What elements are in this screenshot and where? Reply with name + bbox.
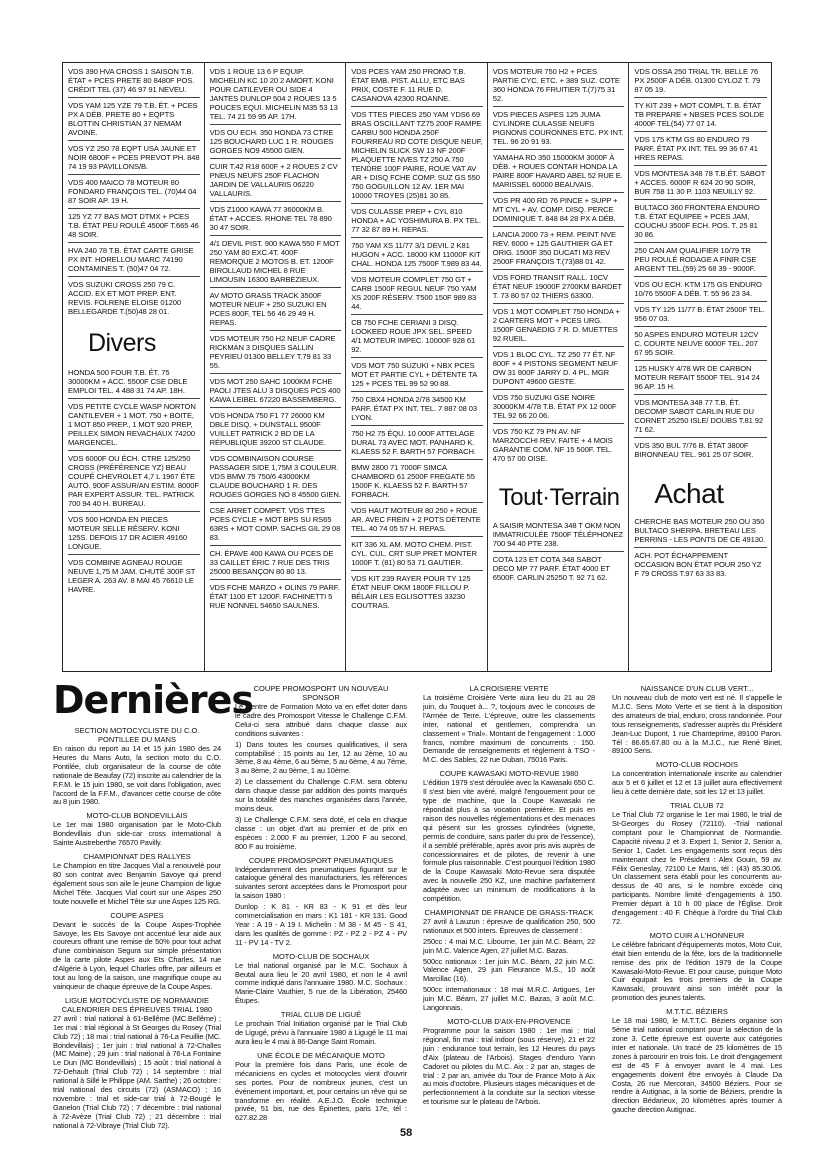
news-paragraph: 3) Le Challenge C.F.M. sera doté, et cela en chaque classe : un objet d'art au premier et de prix en espèces : 2.000 F au premier, 1.200 F au second, 800 F au troisième. <box>235 814 407 851</box>
news-headline: MOTO CUIR A L'HONNEUR <box>649 930 745 940</box>
news-headline: MOTO-CLUB DE SOCHAUX <box>272 951 370 961</box>
classified-column <box>488 63 630 671</box>
classified-ad: VDS MONTESA 348 78 T.B.ÉT. SABOT + ACCES. 6000F R 624 20 90 SOIR, BUR 758 11 30 P. 1103 NEUILLY 92. <box>634 165 767 196</box>
classified-ad: VDS MONTESA 348 77 T.B. ÉT. DECOMP SABOT CARLIN RUE DU CORNET 25250 ISLE/ DOUBS T.81 92 71 62. <box>634 394 767 434</box>
classified-ad: VDS CULASSE PREP + CYL 810 HONDA + AC YOSHIMURA B. PX TEL. 77 32 87 89 H. REPAS. <box>351 203 483 234</box>
news-column <box>612 680 782 1120</box>
classified-ad: 125 YZ 77 BAS MOT DTMX + PCES T.B. ÉTAT PEU ROULÉ 4500F T.665 46 48 SOIR. <box>68 208 200 239</box>
classified-column <box>629 63 771 671</box>
classified-ad: VDS 1 BLOC CYL. TZ 250 77 ÉT. NF 800F + 4 PISTONS SEGMENT NEUF OW 31 800F JARRY D. 4 PL. MGR DUPONT 49600 GESTE. <box>493 346 625 386</box>
news-headline: NAISSANCE D'UN CLUB VERT... <box>640 684 754 693</box>
news-headline: MOTO-CLUB BONDEVILLAIS <box>86 811 188 821</box>
classified-column <box>205 63 347 671</box>
news-paragraph: 27 avril : trial national à 61-Bellême (MC.Bellême) ; 1er mai : trial régional à St Georges du Rosey (Trial Club 72) ; 18 mai : trial national à 76-La Feuillie (MC. Bondevillais) ; 1er juin : trial national à 72-Challes (MC Maine) ; 29 juin : trial national à 76-La Fontaine Le Dun (MC Bondevillais) ; 15 août : trial national à 72-Dehault (Trial Club 72) ; 14 septembre : trial national à Sillé le Philippe (AM. Sarthe) ; 26 octobre : trial national des circuits (72) (ASMACO) ; 16 novembre : trial et side-car trial à 72-Bougé le Ganelon (Trial Club 72) ; 7 décembre : trial national à 72-Avèze (Trial Club 72) ; 21 décembre : trial national à 72-Vibraye (Trial Club 72). <box>53 1013 221 1130</box>
classified-ad: VDS 400 MAICO 78 MOTEUR 80 FONDARD FRANÇOIS TEL. (70)44 04 87 SOIR AP. 19 H. <box>68 174 200 205</box>
news-paragraph: Devant le succès de la Coupe Aspes-Trophée Savoye, les Ets Savoye ont accentué leur aide aux coureurs offrant une remise de 50% pour tout achat d'une combinaison Segura sur simple présentation de la carte pilote Aspes aux Ets Charles, 14 rue d'Algérie à Lyon, lequel Charles offre, par ailleurs et tout au long de la saison, une magnifique coupe au vainqueur de chaque épreuve de la Coupe Aspes. <box>53 919 221 991</box>
news-paragraph: Le Trial Club 72 organise le 1er mai 1980, le trial de St-Georges du Rosey (72110). -Trial national comptant pour le Championnat de Normandie. Capacité niveau 2 et 3. Expert 1, Senior 2, Senior a, Senior 1, Cadet. Les engagements sont reçus dès maintenant chez le Président : Alex Gouin, 59 av. Félix Geneslay, 72100 Le Mans, tél : (43) 85.30.06. Un classement sera établi pour les concurrents au-dessus de 40 ans, si le nombre excède cinq participants. Nombre limité d'engagements à 150. Premier départ à 10 h 00 place de l'Église. Droit d'engagement : 40 F. Chèque à l'ordre du Trial Club 72. <box>612 810 782 926</box>
classified-ad: LANCIA 2000 73 + REM. PEINT NVE REV. 6000 + 125 GAUTHIER GA ET ORIG. 1500F 350 DUCATI M3 REV 2500F FRANÇOIS T.(73)88 01 42. <box>493 226 625 266</box>
news-headline: M.T.T.C. BÉZIERS <box>666 1007 728 1017</box>
classified-ad: CH. ÉPAVE 400 KAWA OU PCES DE 33 CAILLET ÉRIC 7 RUE DES TRIS 25000 BESANÇON 80 80 13. <box>210 545 342 576</box>
classified-ad: VDS 350 BUL 7/76 B. ÉTAT 3800F BIRONNEAU TEL. 961 25 07 SOIR. <box>634 437 767 459</box>
classified-ad: VDS OU ECH. KTM 175 GS ENDURO 10/76 5500F A DÉB. T. 55 96 23 34. <box>634 276 767 298</box>
classified-ad: VDS PR 400 RD 76 PINCE + SUPP + MT CYL + AV. COMP. DISQ. PERCE DOMINIQUE T. 848 84 28 PX A DÉB. <box>493 192 625 223</box>
news-headline: COUPE ASPES <box>110 910 164 920</box>
classified-ad: VDS PIECES ASPES 125 JUMA CYLINDRE CULASSE NEUFS PIGNONS COURONNES ETC. PX INT. TEL. 96 20 91 93. <box>493 106 625 146</box>
classified-ad: VDS TY 125 11/77 B. ÉTAT 2500F TEL. 956 07 03. <box>634 301 767 323</box>
classified-ad: VDS TTES PIECES 250 YAM YDS6 69 BRAS OSCILLANT TZ75 200F RAMPE CARBU 500 HONDA 250F FOURREAU RD COTE DISQUE NEUF, MICHELIN SLICK SW 13 NF 200F PLAQUETTE NVES TZ 250 A 750 TENDRE 100F PAIRE, ROUE VAT AV AR + DISQ FCHE COMP. SUZ GS 550 750 GOGUILLON 12 AV. 1ER MAI 10000 TROYES (25)81 30 85. <box>351 106 483 200</box>
news-paragraph: Indépendamment des pneumatiques figurant sur le catalogue général des manufacturiers, les références suivantes seront acceptées dans le Promosport pour la saison 1980 : <box>235 864 407 901</box>
classified-ad: 250 CAN AM QUALIFIER 10/79 TR PEU ROULÉ RODAGE A FINIR CSE ARGENT TEL.(59) 25 68 39 - 9000F. <box>634 242 767 273</box>
classified-ad: TY KIT 239 + MOT COMPL T. B. ÉTAT TB PREPARE + NBSES PCES SOLDE 4000F TEL(54) 77 07 14. <box>634 97 767 128</box>
classified-ad: VDS PCES YAM 250 PROMO T.B. ÉTAT EMB. PIST. ALLU, ETC BAS PRIX, COSTE F. 11 RUE D. CASANOVA 42300 ROANNE. <box>351 67 466 103</box>
classified-ad: VDS HAUT MOTEUR 80 250 + ROUE AR. AVEC FREIN + 2 POTS DÉTENTE TEL. 40 74 05 57 H. REPAS. <box>351 502 483 533</box>
news-paragraph: Le Centre de Formation Moto va en effet doter dans le cadre des Promosport Vitesse le Challenge C.F.M. Celui-ci sera attribué dans chaque classe aux conditions suivantes : <box>235 702 407 738</box>
classified-ad: VDS 390 HVA CROSS 1 SAISON T.B. ÉTAT + PCES PRETE 80 8480F POS. CRÉDIT TEL (37) 46 97 91 NEVEU. <box>68 67 195 94</box>
classified-ad: VDS 500 HONDA EN PIECES MOTEUR SELLE RÉSERV. KONI 125S. DEFOIS 17 DR ACIER 49160 LONGUE. <box>68 511 200 551</box>
classified-ad: VDS 1 ROUE 13 6 P EQUIP. MICHELIN KC 10 20 2 AMORT. KONI POUR CATILEVER OU SIDE 4 JANTES DUNLOP 504 2 ROUES 13 5 POUCES EQUI. MICHELIN M35 53 13 TEL. 74 21 59 95 AP. 17H. <box>209 67 338 121</box>
classified-ad: COTA 123 ET COTA 348 SABOT DECO MP 77 PARF. ÉTAT 4000 ET 6500F. CARLIN 25250 T. 92 71 62. <box>493 551 625 582</box>
classified-ad: ACH. POT ÉCHAPPEMENT OCCASION BON ÉTAT POUR 250 YZ F 79 CROSS T.97 63 33 83. <box>634 547 767 578</box>
classified-ad: VDS OU ECH. 350 HONDA 73 CTRE 125 BOUCHARD LUC 1 R. ROUGES GORGES NO9 45500 GIEN. <box>210 124 342 155</box>
news-paragraph: 2) Le classement du Challenge C.F.M. sera obtenu dans chaque classe par addition des points marqués sur la totalité des manches organisées dans l'année, moins deux. <box>235 777 407 813</box>
classified-ad: CSE ARRET COMPET. VDS TTES PCES CYCLE + MOT BPS SU RS65 63RS + MOT COMP. SACHS GIL 29 08 83. <box>210 502 342 542</box>
classified-ad: HVA 240 78 T.B. ÉTAT CARTE GRISE PX INT. HORELLOU MARC 74190 CONTAMINES T. (50)47 04 72. <box>68 242 200 273</box>
classified-ad: AV MOTO GRASS TRACK 3500F MOTEUR NEUF + 250 SUZUKI EN PCES 800F, TEL 56 46 29 49 H. REPAS. <box>210 287 342 327</box>
classified-ad: VDS KIT 239 RAYER POUR TY 125 ÉTAT NEUF OKM 1800F FILLOU P. BÉLAIR LES EGLISOTTES 33230 COUTRAS. <box>351 570 483 610</box>
news-paragraph: Le prochain Trial Initiation organisé par le Trial Club de Ligugé, prévu à l'annuaire 1980 à Ligugé le 11 mai aura lieu le 4 mai à 86-Dange Saint Romain. <box>235 1019 407 1046</box>
classified-ad: A SAISIR MONTESA 348 T OKM NON IMMATRICULÉE 7500F TÉLÉPHONEZ 700 94 40 PTE 238. <box>492 521 623 548</box>
classified-ad: VDS MOT 750 SUZUKI + NBX PCES MOT ET PARTIE CYL + DÉTENTE TA 125 + PCES TEL 99 52 90 88. <box>351 357 483 388</box>
classified-ad: VDS 750 KZ 79 PN AV. NF MARZOCCHI REV. FAITE + 4 MOIS GARANTIE COM. NF 15 500F. TEL. 470 57 00 OISE. <box>493 423 625 463</box>
news-paragraph: Pour la première fois dans Paris, une école de mécaniciens en cycles et motocycles vient d'ouvrir ses portes. Pour de nombreux jeunes, c'est un événement important, et, pour certains un rêve qui se transforme en réalité. A.E.J.O. École technique privée, 51 bis, rue des Épinettes, paris 17e, tél : 627.82.28 <box>235 1059 407 1123</box>
news-paragraph: Dunlop : K 81 - KR 83 - K 91 et dès leur commercialisation en mars : K1 181 - KR 131. Good Year : A 19 - A 19 I. Michelin : M 38 - M 45 - S 41, dans les qualités de gomme : PZ - PZ 2 - PZ 4 - PV 11 - PV 14 - TV 2. <box>235 902 407 947</box>
news-paragraph: Le 18 mai 1980, le M.T.T.C. Béziers organise son 5ème trial national comptant pour la sélection de la zone 3. Cette épreuve est ouverte aux catégories inter et nationale. Un tracé de 25 kilomètres de 15 zones à parcourir en trois fois. Le droit d'engagement est de 45 F à envoyer avant le 4 mai. Les engagements doivent être envoyés à Claude Da Costa, 26 rue Mercoran, 34500 Béziers. Pour se rendre à Autignac, à la sortie de Béziers, prendre la direction Bédarieux, 20 kilomètres après tourner à gauche direction Autignac. <box>612 1016 782 1115</box>
classified-ad: VDS MOTEUR COMPLET 750 GT + CARB 1500F REGUL NEUF 750 YAM XS 200F RÉSERV. T500 150F 989 83 44. <box>351 271 483 311</box>
classified-ad: 125 HUSKY 4/78 WR DE CARBON MOTEUR REFAIT 5500F TEL. 914 24 96 AP. 15 H. <box>634 360 767 391</box>
news-paragraph: 1) Dans toutes les courses qualificatives, il sera comptabilisé : 15 points au 1er, 12 au 2ème, 10 au 3ème, 8 au 4ème, 6 au 5ème, 5 au 6ème, 4 au 7ème, 3 au 8ème, 2 au 9ème, 1 au 10ème. <box>235 739 407 776</box>
news-paragraph: Le trial national organisé par le M.C. Sochaux à Beutal aura lieu le 20 avril 1980, et non le 4 avril comme indiqué dans l'annuaire 1980. M.C. Sochaux : Marie-Claire Vauthier, 5 rue de la Libération, 25460 Étupes. <box>235 960 407 1006</box>
news-headline: MOTO-CLUB D'AIX-EN-PROVENCE <box>447 1017 571 1026</box>
news-paragraph: 500cc internationaux : 18 mai M.R.C. Artigues, 1er juin M.C. Béarn, 27 juillet M.C. Bazas, 3 août M.C. Langonnais. <box>423 985 595 1013</box>
news-column <box>235 680 407 1123</box>
classified-ad: BULTACO 360 FRONTERA ENDURO T.B. ÉTAT EQUIPEE + PCES JAM, COUCHU 3500F ECH. POS. T. 25 81 30 86. <box>634 199 767 239</box>
news-headline: LIGUE MOTOCYCLISTE DE NORMANDIE CALENDRIER DES ÉPREUVES TRIAL 1980 <box>61 995 213 1014</box>
classified-ad: VDS HONDA 750 F1 77 26000 KM DBLE DISQ. + DUNSTALL 9500F VUILLET PATRICK 2 BD DE LA RÉPUBLIQUE 39200 ST CLAUDE. <box>210 407 342 447</box>
classified-ad: 50 ASPES ENDURO MOTEUR 12CV C. COURTE NEUVE 6000F TEL. 207 67 95 SOIR. <box>634 326 767 357</box>
classified-ad: 750 YAM XS 11/77 3/1 DEVIL 2 K81 HUGON + ACC. 18000 KM 11000F KIT CHAL. HONDA 125 7500F T.989 83 44. <box>351 237 483 268</box>
classified-ad: VDS SUZUKI CROSS 250 79 C. ACCID. EX ET MOT PREP. ENT. REVIS. FOLRENE ELOISE 01200 BELLEGARDE T.(50)48 28 01. <box>68 276 200 316</box>
news-section <box>50 678 782 1130</box>
section-heading: Divers <box>88 329 156 357</box>
classified-ad: HONDA 500 FOUR T.B. ÉT. 75 30000KM + ACC. 5500F CSE DBLE EMPLOI TEL. 4 488 31 74 AP. 18H. <box>68 368 188 395</box>
news-paragraph: Le célèbre fabricant d'équipements motos, Moto Cuir, était bien entendu de la fête, lors de la traditionnelle remise des prix de l'édition 1979 de la Coupe Kawasaki-Moto-Revue. Et pour cause, puisque Moto Cuir équipait les trois premiers de la Coupe Kawasaki, prouvant ainsi son intérêt pour la promotion des jeunes talents. <box>612 939 782 1003</box>
classified-ad: VDS 175 KTM GS 80 ENDURO 79 PARF. ÉTAT PX INT. TEL 99 36 67 41 HRES REPAS. <box>634 131 767 162</box>
dernieres-heading: Dernières <box>53 678 254 722</box>
classified-ad: 750 CBX4 HONDA 2/78 34500 KM PARF. ÉTAT PX INT. TEL. 7 887 08 03 LYON. <box>351 391 483 422</box>
news-headline: CHAMPIONNAT DE FRANCE DE GRASS-TRACK <box>424 907 594 917</box>
classified-ad: VDS MOT 250 SAHC 1000KM FCHE PAOLI JTES ALU 3 DISQUES PCS 400 KAWA LEIBEL 67220 BASSEMBERG. <box>210 373 342 404</box>
classified-ad: VDS FCHE MARZO + OLINS 79 PARF. ÉTAT 1100 ET 1200F. FACHINETTI 5 RUE NONNEL 54650 SAULNES. <box>210 579 342 610</box>
classified-ad: CB 750 FCHE CERIANI 3 DISQ. LOOKEED ROUE JPX SEL. SPEED 4/1 MOTEUR IMPEC. 10000F 928 61 92. <box>351 314 483 354</box>
classified-ad: VDS Z1000 KAWA 77 36000KM B. ÉTAT + ACCES. RHONE TEL 78 890 30 47 SOIR. <box>210 201 342 232</box>
news-headline: COUPE PROMOSPORT PNEUMATIQUES <box>248 855 394 865</box>
news-paragraph: La troisième Croisière Verte aura lieu du 21 au 28 juin, du Touquet à... ?, toujours avec le concours de l'Armée de Terre. L'épreuve, outre les classements inter, national et gentlemen, comprendra un classement « Trial». Montant de l'engagement : 1.000 francs, nombre maximum de concurrents : 150. Demande de renseignements et règlement à TSO - M.C. des Sables, 22 rue Duban, 75016 Paris. <box>423 693 595 765</box>
classified-ad: VDS COMBINE AGNEAU ROUGE NEUVE 1,75 M JAM. CHUTÉ 300F ST LEGER A. 263 AV. 8 MAI 45 76610 LE HAVRE. <box>68 554 200 594</box>
classified-ad: VDS YZ 250 78 EQPT USA JAUNE ET NOIR 6800F + PCES PREVOT PH. 848 74 19 93 PAVILLONS/B. <box>68 140 200 171</box>
classified-ad: CHERCHE BAS MOTEUR 250 OU 350 BULTACO SHERPA. BRETEAU LES PERRINS - LES PONTS DE CE 49130. <box>634 517 765 544</box>
news-headline: TRIAL CLUB DE LIGUÉ <box>280 1010 362 1020</box>
classified-ad: VDS MOTEUR 750 H2 NEUF CADRE RICKMAN 3 DISQUES SALLIN PEYRIEU 01300 BELLEY T.79 81 33 55. <box>210 330 342 370</box>
news-headline: SECTION MOTOCYCLISTE DU C.O. PONTILLEE DU MANS <box>74 726 200 744</box>
news-column <box>423 680 595 1120</box>
classified-ad: 4/1 DEVIL PIST. 900 KAWA 550 F MOT 250 YAM 80 EXC.4T. 400F REMORQUE 2 MOTOS B. ET. 1200F BIROLLAUD MICHEL 8 RUE LIMOUSIN 16300 BARBEZIEUX. <box>210 235 342 284</box>
classified-ad: YAMAHA RD 350 15000KM 3000F À DÉB. + ROUES CONTAR HONDA LA PAIRE 800F HAVARD ABEL 52 RUE E. MARISSEL 60000 BEAUVAIS. <box>493 149 625 189</box>
classified-ad: CUIR T.42 R18 600F + 2 ROUES 2 CV PNEUS NEUFS 250F FLACHON JARDIN DE VALLAURIS 06220 VALLAURIS. <box>210 158 342 198</box>
classified-ad: BMW 2800 71 7000F SIMCA CHAMBORD 61 2500F FREGATE 55 1500F K. KLAESS 52 F. BARTH 57 FORBACH. <box>351 459 483 499</box>
classified-ad: VDS COMBINAISON COURSE PASSAGER SIDE 1,75M 3 COULEUR. VDS BMW 75 750/6 43000KM CLAUDE BOUCHARD 1 R. DES ROUGES GORGES NO 8 45500 GIEN. <box>210 450 342 499</box>
news-paragraph: 500cc nationaux : 1er juin M.C. Béarn, 22 juin M.C. Valence Agen, 29 juin Fleurance M.S., 10 août Marcillac (16). <box>423 956 595 984</box>
news-headline: MOTO-CLUB ROCHOIS <box>656 760 738 770</box>
news-paragraph: La concentration internationale inscrite au calendrier aux 5 et 6 juillet et 12 et 13 juillet aura effectivement lieu à cette dernière date, soit les 12 et 13 juillet. <box>612 769 782 797</box>
classified-ad: VDS MOTEUR 750 H2 + PCES PARTIE CYC. ETC. + 389 SUZ. COTE 360 HONDA 76 FRUITIER T.(7)75 31 52. <box>492 67 620 103</box>
news-headline: LA CROISIERE VERTE <box>469 684 549 693</box>
news-headline: COUPE KAWASAKI MOTO-REVUE 1980 <box>439 769 579 779</box>
news-paragraph: Un nouveau club de moto vert est né. Il s'appelle le M.J.C. Sens Moto Verte et se tient à la disposition des amateurs de trial, enduro, cross randonnée. Pour tous renseignements, s'adresser auprès du Président Jean-Luc Dupont, 1 rue Chanteprime, 89100 Paron. Tél : 86.65.67.80 ou à la M.J.C., rue René Binet, 89100 Sens. <box>612 693 782 756</box>
news-column <box>53 722 221 1130</box>
classified-ad: VDS 6000F OU ÉCH. CTRE 125/250 CROSS (PRÉFÉRENCE YZ) BEAU COUPÉ CHEVROLET 4,7 L 1967 ÉTE AUTO. 900F ASSUR/AN ESTIM. 8000F PAR EXPERT ASSUR. TEL. PATRICK 700 94 40 H. BUREAU. <box>68 450 200 508</box>
section-heading: Achat <box>654 478 724 509</box>
news-paragraph: Le Champion en titre Jacques Vial a renouvelé pour 80 son contrat avec Benjamin Savoye qui prend également sous son aile le jeune Champion de ligue Michel Tête. Jacques Vial court sur une Aspes 250 toute nouvelle et Michel Tête sur une Aspes 125 RG. <box>53 861 221 906</box>
classified-ad: KIT 336 XL AM. MOTO CHEM. PIST. CYL. CUL. CRT SUP PRET MONTER 1000F T. (81) 80 53 71 GAUTIER. <box>351 536 483 567</box>
news-headline: COUPE PROMOSPORT UN NOUVEAU SPONSOR <box>253 684 389 702</box>
classified-ads-box <box>62 62 772 672</box>
classified-ad: VDS PETITE CYCLE WASP NORTON CANTILEVER + 1 MOT. 750 + BOITE, 1 MOT 850 PREP., 1 MOT 920 PREP, PEILLEX SIMON REVACHAUX 74200 MARGENCEL. <box>68 398 200 447</box>
classified-column <box>63 63 205 671</box>
news-paragraph: Programme pour la saison 1980 : 1er mai : trial régional, fin mai : trial indoor (sous réserve), 21 et 22 juin : endurance tout terrain, les 12 Heures du pays d'Aix (plateau de l'Arbois). Stages d'enduro Yann Cadoret ou pilotes du M.C. Aix : 2 par an, stages de trial : 2 par an, arrivée du Tour de France Moto à Aix au mois d'octobre. Plusieurs stages mécaniques et de perfectionnement à la conduite sur la section vitesse et tourisme sur le plateau de l'Arbois. <box>423 1026 595 1107</box>
news-paragraph: 250cc : 4 mai M.C. Libourne, 1er juin M.C. Béarn, 22 juin M.C. Valence Agen, 27 juillet M.C. Bazas. <box>423 936 595 955</box>
section-heading: Tout·Terrain <box>498 484 620 511</box>
news-headline: CHAMPIONNAT DES RALLYES <box>83 852 191 862</box>
classified-ad: 750 H2 75 ÉQU. 10 000F ATTELAGE DURAL 73 AVEC MOT. PANHARD K. KLAESS 52 F. BARTH 57 FORBACH. <box>351 425 483 456</box>
classified-ad: VDS FORD TRANSIT RALL. 10CV ÉTAT NEUF 19000F 2700KM BARDET T. 73 80 57 02 THIERS 63300. <box>493 269 625 300</box>
classified-ad: VDS OSSA 250 TRIAL TR. BELLE 76 PX 2500F A DÉB. 01300 CYLOZ T. 79 87 05 19. <box>634 67 761 94</box>
news-paragraph: L'édition 1979 s'est déroulée avec la Kawasaki 650 C. Il s'est bien vite avéré, malgré l'engouement pour ce type de machine, que la Coupe Kawasaki ne répondait plus à sa vocation première. Et puis en raison des nouvelles réglementations et des menaces qui pèsent sur les grosses cylindrées (vignette, permis de conduire, sans parler du prix de l'essence), il a semblé préférable, après avoir pris avis auprès de concessionnaires et de pilotes, de revenir à une formule plus raisonnable. C'est pourquoi l'édition 1980 de la Coupe Kawasaki Moto-Revue sera disputée avec la nouvelle 250 KZ, une machine parfaitement adaptée avec un minimum de modifications à la compétition. <box>423 778 595 904</box>
page-number: 58 <box>400 1127 413 1139</box>
classified-ad: VDS 750 SUZUKI GSE NOIRE 30000KM 4/78 T.B. ÉTAT PX 12 000F TEL 92 66 20 06. <box>493 389 625 420</box>
classified-ad: VDS YAM 125 YZE 79 T.B. ÉT. + PCES PX A DÉB. PRETE 80 + EQPTS BLOTTIN CHRISTIAN 37 NEMAM AVOINE. <box>68 97 200 137</box>
classified-column <box>346 63 488 671</box>
news-paragraph: En raison du report au 14 et 15 juin 1980 des 24 Heures du Mans Auto, la section moto du C.O. Pontilée, club organisateur de la course de côte nationale de Beaufay (72) inscrite au calendrier de la F.F.M. le 15 juin 1980, se voit dans l'obligation, avec l'accord de la F.F.M., d'avancer cette course de côte au 8 juin 1980. <box>53 744 221 807</box>
news-paragraph: Le 1er mai 1980 organisation par le Moto-Club Bondevillais d'un side-car cross international à Sainte Austreberthe 76570 Pavilly. <box>53 820 221 848</box>
news-paragraph: 27 avril à Lauzun : épreuve de qualification 250, 500 nationaux et 500 inters. Épreuves de classement : <box>423 916 595 935</box>
classified-ad: VDS 1 MOT COMPLET 750 HONDA + 2 CARTERS MOT + PCES URG. 1500F GENAEDIG 7 R. D. MUETTES 92 RUEIL. <box>493 303 625 343</box>
news-headline: TRIAL CLUB 72 <box>670 801 724 811</box>
news-headline: UNE ÉCOLE DE MÉCANIQUE MOTO <box>257 1050 385 1060</box>
